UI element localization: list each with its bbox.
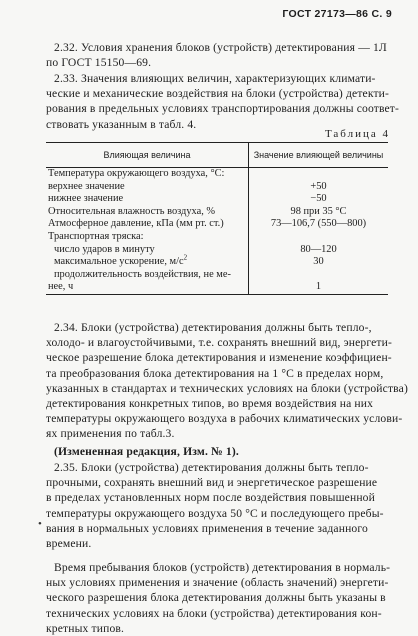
table-caption: Таблица 4 (324, 128, 390, 140)
table-row (46, 269, 388, 282)
influence-name: верхнее значение (48, 180, 125, 192)
paragraph-2-32: 2.32. Условия хранения блоков (устройств) детектирования — 1Л по ГОСТ 15150—69. (46, 41, 387, 70)
influence-name: Относительная влажность воздуха, % (48, 205, 216, 217)
table-row (46, 181, 388, 194)
influence-name: число ударов в минуту (54, 243, 155, 255)
influence-name: Атмосферное давление, кПа (мм рт. ст.) (48, 218, 224, 230)
page-header: ГОСТ 27173—86 С. 9 (282, 8, 392, 20)
influence-name: максимальное ускорение, м/с (54, 256, 184, 268)
value-cell: 1 (249, 281, 389, 294)
value-cell: +50 (310, 180, 327, 192)
table-4 (46, 142, 388, 295)
influence-name: продолжительность воздействия, не ме- (54, 268, 231, 280)
value-cell: 98 при 35 °С (290, 205, 347, 217)
influence-name: Температура окружающего воздуха, °С: (48, 168, 225, 179)
influence-cell (46, 269, 249, 282)
paragraph-2-34: 2.34. Блоки (устройства) детектирования должны быть тепло-, холодо- и влагоустойчивыми, т.е. сохранять внешний вид, энергети- ческое разрешение блока детектирования и изменение коэффициен- та преобразования блока детектирования на 1 °С в пределах норм, указанных в стандартах и технических условиях на блоки (устройства) детектирования конкретных типов, во время воздействия на них температуры окружающего воздуха в рабочих климатических услови- ях применения по табл.3. (46, 321, 408, 441)
table-row (46, 193, 388, 206)
paragraph-2-33: 2.33. Значения влияющих величин, характеризующих климати- ческие и механические воздействия на блоки (устройства) детекти- рования в предельных условиях транспортирования должны соответ- ствовать указанным в табл. 4. (46, 72, 400, 131)
edition-note: (Измененная редакция, Изм. № 1). (54, 445, 239, 458)
value-cell (249, 231, 389, 244)
influence-name: Транспортная тряска: (48, 230, 144, 242)
table-row (46, 168, 388, 181)
influence-cell (46, 281, 249, 294)
influence-cell (46, 193, 249, 206)
value-cell: −50 (310, 193, 327, 205)
table-row (46, 281, 388, 294)
value-cell (249, 168, 389, 181)
value-cell: 73—106,7 (550—800) (270, 218, 367, 230)
table-row (46, 206, 388, 219)
influence-cell (46, 218, 249, 231)
column-header-value: Значение влияющей величины (249, 143, 389, 168)
table-row (46, 231, 388, 244)
influence-name: нижнее значение (48, 193, 124, 205)
influence-cell (46, 253, 249, 269)
table-row (46, 218, 388, 231)
influence-name: нее, ч (48, 281, 74, 293)
influence-cell (46, 168, 249, 181)
influence-cell (46, 231, 249, 244)
influence-cell (46, 206, 249, 219)
value-cell: 80—120 (300, 243, 337, 255)
table-row (46, 256, 388, 269)
table-row (46, 244, 388, 257)
influence-cell (46, 244, 249, 257)
value-cell (249, 269, 389, 282)
margin-mark: • (38, 518, 42, 530)
superscript-2: 2 (183, 253, 188, 262)
paragraph-2-35: 2.35. Блоки (устройства) детектирования должны быть тепло- прочными, сохранять внешний вид и энергетическое разрешение в пределах установленных норм после воздействия повышенной температуры окружающего воздуха 50 °С и последующего пребы- вания в нормальных условиях применения в течение заданного времени. (46, 461, 384, 551)
paragraph-2-36: Время пребывания блоков (устройств) детектирования в нормаль- ных условиях применения и значение (область значений) энергети- ческого разрешения блока детектирования должны быть указаны в технических условиях на блоки (устройства) детектирования кон- кретных типов. (46, 561, 391, 635)
influence-cell (46, 181, 249, 194)
value-cell: 30 (313, 256, 324, 268)
column-header-influence: Влияющая величина (46, 143, 249, 168)
